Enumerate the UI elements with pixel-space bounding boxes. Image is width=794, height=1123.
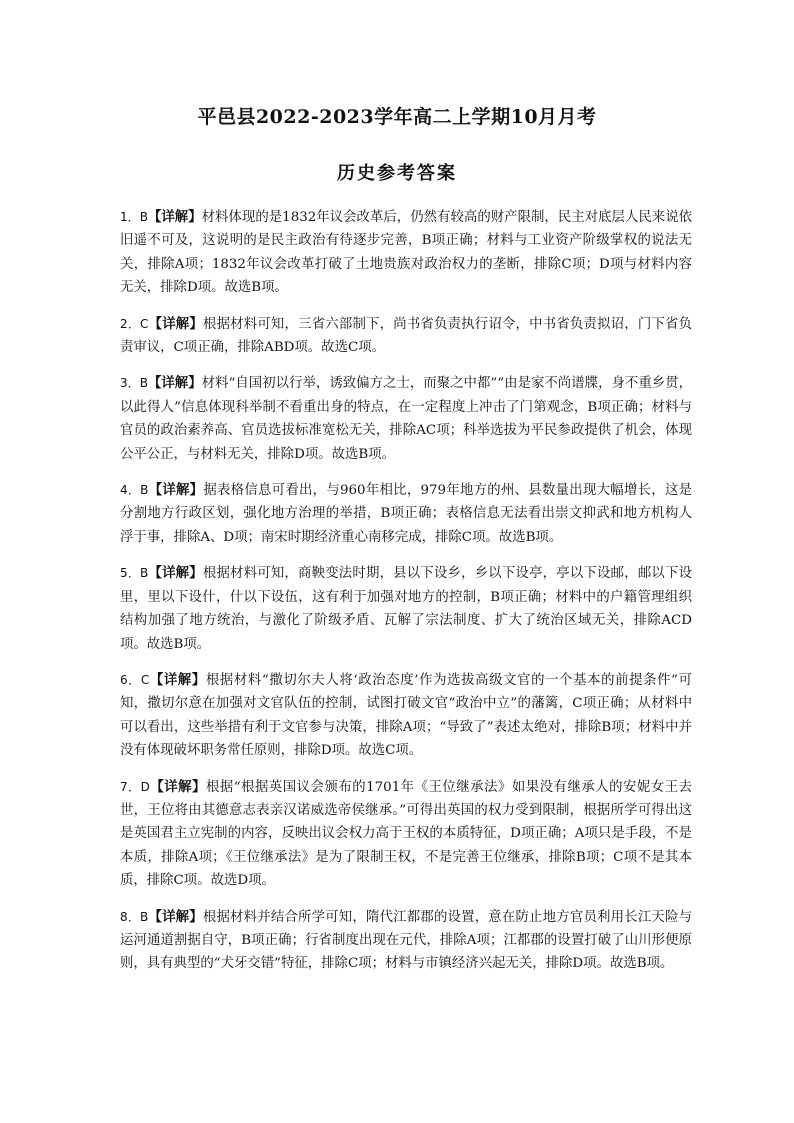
answer-text: 根据材料并结合所学可知，隋代江都郡的设置，意在防止地方官员利用长江天险与运河通道割据自守，B项正确；行省制度出现在元代，排除A项；江都郡的设置打破了山川形便原则，具有典型的“犬牙交错”特征，排除C项；材料与市镇经济兴起无关，排除D项。故选B项。 [120,909,693,972]
answer-tag: 【详解】 [149,671,206,688]
answer-number: 1．B [120,210,148,224]
answer-tag: 【详解】 [148,315,203,332]
page-title: 平邑县2022-2023学年高二上学期10月月考 [197,106,597,128]
answer-tag: 【详解】 [148,908,203,925]
answer-tag: 【详解】 [147,375,202,392]
answer-text: 根据材料可知，三省六部制下，尚书省负责执行诏令，中书省负责拟诏，门下省负责审议，C项正确，排除ABD项。故选C项。 [120,316,693,356]
answer-item-5 [120,562,692,656]
answer-tag: 【详解】 [148,482,204,499]
answer-number: 3．B [120,376,148,391]
answer-tag: 【详解】 [148,565,203,582]
answer-text: 根据“根据英国议会颁布的1701年《王位继承法》如果没有继承人的安妮女王去世，王位将由其德意志表亲汉诺威选帝侯继承。”可得出英国的权力受到限制，根据所学可得出这是英国君主立宪制的内容，反映出议会权力高于王权的本质特征，D项正确；A项只是手段，不是本质，排除A项；《王位继承法》是为了限制王权，不是完善王位继承，排除B项；C项不是其本质，排除C项。故选D项。 [120,779,692,889]
page-subtitle: 历史参考答案 [337,163,457,184]
answer-list [120,206,692,989]
answer-item-1 [120,206,692,300]
answer-item-6 [120,669,692,763]
answer-number: 2．C [120,316,149,331]
answer-number: 4．B [120,483,149,498]
answer-tag: 【详解】 [149,778,206,795]
answer-number: 5．B [120,566,149,581]
answer-item-3 [120,372,692,466]
answer-item-7 [120,776,692,893]
answer-number: 6．C [120,672,150,687]
answer-item-2 [120,313,692,360]
answer-text: 根据材料“撒切尔夫人将‘政治态度’作为选拔高级文官的一个基本的前提条件”可知，撒切尔意在加强对文官队伍的控制，试图打破文官“政治中立”的藩篱，C项正确；从材料中可以看出，这些举措有利于文官参与决策，排除A项；“导致了”表述太绝对，排除B项；材料中并没有体现破坏职务常任原则，排除D项。故选C项。 [120,672,693,759]
answer-item-8 [120,906,692,976]
answer-text: 材料“自国初以行举，诱致偏方之士，而聚之中都”“由是家不尚谱牒，身不重乡贯，以此得人”信息体现科举制不看重出身的特点，在一定程度上冲击了门第观念，B项正确；材料与官员的政治素养高、官员选拔标准宽松无关，排除AC项；科举选拔为平民参政提供了机会，体现公平公正，与材料无关，排除D项。故选B项。 [120,376,692,462]
answer-number: 7．D [120,779,150,794]
answer-text: 根据材料可知，商鞅变法时期，县以下设乡，乡以下设亭，亭以下设邮，邮以下设里，里以下设什，什以下设伍，这有利于加强对地方的控制，B项正确；材料中的户籍管理组织结构加强了地方统治，与激化了阶级矛盾、瓦解了宗法制度、扩大了统治区域无关，排除ACD项。故选B项。 [120,566,693,652]
answer-tag: 【详解】 [147,209,202,225]
answer-text: 材料体现的是1832年议会改革后，仍然有较高的财产限制，民主对底层人民来说依旧遥不可及，这说明的是民主政治有待逐步完善，B项正确；材料与工业资产阶级掌权的说法无关，排除A项；1832年议会改革打破了土地贵族对政治权力的垄断，排除C项；D项与材料内容无关，排除D项。故选B项。 [120,210,693,296]
answer-text: 据表格信息可看出，与960年相比，979年地方的州、县数量出现大幅增长，这是分割地方行政区划，强化地方治理的举措，B项正确；表格信息无法看出崇文抑武和地方机构人浮于事，排除A、D项；南宋时期经济重心南移完成，排除C项。故选B项。 [120,483,692,545]
answer-item-4 [120,479,692,549]
answer-number: 8．B [120,909,149,924]
